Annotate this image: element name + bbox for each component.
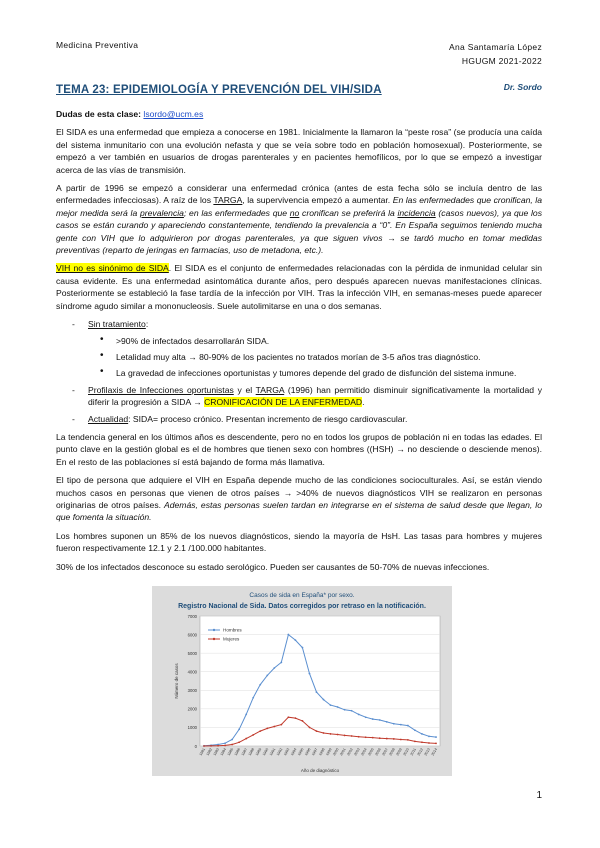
text: cronifican se preferirá la — [299, 207, 398, 218]
x-tick-label: 2001 — [339, 747, 347, 757]
data-point-hombres — [372, 718, 374, 720]
header-institution: HGUGM 2021-2022 — [461, 56, 542, 66]
data-point-mujeres — [287, 716, 289, 718]
treatment-list — [56, 318, 542, 425]
data-point-mujeres — [231, 744, 233, 746]
x-tick-label: 1989 — [254, 747, 263, 757]
x-tick-label: 2011 — [409, 747, 417, 757]
doubts-label: Dudas de esta clase: — [56, 109, 142, 119]
title-row — [56, 80, 542, 96]
x-tick-label: 1986 — [233, 747, 242, 757]
data-point-hombres — [414, 729, 416, 731]
x-tick-label: 2006 — [374, 747, 382, 757]
data-point-hombres — [224, 742, 226, 744]
text: A partir de 1996 se empezó a considerar una enfermedad crónica (antes de esta fecha sólo se incluía dentro de las enfermedades infecciosas). A raíz de los — [56, 183, 542, 206]
data-point-hombres — [294, 639, 296, 641]
x-tick-label: 2004 — [360, 747, 368, 757]
data-point-mujeres — [280, 724, 282, 726]
data-point-mujeres — [238, 741, 240, 743]
x-tick-label: 1994 — [289, 747, 298, 757]
data-point-mujeres — [294, 717, 296, 719]
list-item — [56, 318, 542, 380]
x-tick-label: 2005 — [367, 747, 375, 757]
text: (1996) han permitido disminuir significativamente la mortalidad y diferir la progresión a SIDA → — [88, 384, 542, 408]
data-point-hombres — [400, 724, 402, 726]
data-point-hombres — [231, 739, 233, 741]
data-point-mujeres — [421, 741, 423, 743]
x-tick-label: 1988 — [247, 747, 256, 757]
data-point-hombres — [344, 709, 346, 711]
x-tick-label: 2003 — [353, 747, 361, 757]
data-point-mujeres — [428, 742, 430, 744]
x-tick-label: 1995 — [297, 747, 305, 757]
no-term: no — [289, 207, 300, 218]
y-tick-label: 2000 — [187, 706, 197, 712]
document-body — [56, 108, 542, 579]
data-point-hombres — [323, 699, 325, 701]
x-tick-label: 1993 — [282, 747, 291, 757]
data-point-hombres — [386, 721, 388, 723]
x-tick-label: 1999 — [325, 747, 333, 757]
text: : — [145, 319, 149, 330]
x-tick-label: 2009 — [395, 747, 403, 757]
text: (casos nuevos), ya que los casos se están curando y apareciendo constantemente, tendiendo la prevalencia a “0”. — [56, 207, 542, 231]
data-point-mujeres — [358, 736, 360, 738]
text: y el — [233, 384, 256, 395]
data-point-mujeres — [259, 730, 261, 732]
page-title: TEMA 23: EPIDEMIOLOGÍA Y PREVENCIÓN DEL VIH/SIDA — [56, 84, 382, 96]
x-tick-label: 2008 — [388, 747, 396, 757]
data-point-hombres — [351, 710, 353, 712]
x-tick-label: 1996 — [304, 747, 312, 757]
data-point-hombres — [421, 733, 423, 735]
data-point-mujeres — [309, 727, 311, 729]
y-tick-label: 7000 — [187, 613, 197, 619]
x-tick-label: 2002 — [346, 747, 354, 757]
data-point-mujeres — [252, 734, 254, 736]
x-tick-label: 1997 — [311, 747, 319, 757]
profilaxis-label: Profilaxis de Infecciones oportunistas — [88, 384, 234, 395]
data-point-mujeres — [323, 732, 325, 734]
highlight-vih-sida: VIH no es sinónimo de SIDA — [56, 263, 169, 274]
data-point-hombres — [428, 735, 430, 737]
data-point-hombres — [337, 706, 339, 708]
paragraph-men: Los hombres suponen un 85% de los nuevos diagnósticos, siendo la mayoría de HsH. Las tasas para hombres y mujeres fueron respectivamente 12.1 y 2.1 /100.000 habitantes. — [56, 530, 542, 554]
data-point-mujeres — [203, 745, 205, 747]
paragraph-unaware: 30% de los infectados desconoce su estado serológico. Pueden ser causantes de 50-70% de nuevas infecciones. — [56, 561, 490, 572]
bullet-item: • >90% de infectados desarrollarán SIDA. — [88, 335, 542, 347]
data-point-mujeres — [330, 733, 332, 735]
targa-term: TARGA — [255, 384, 285, 395]
header-right — [449, 40, 542, 68]
plot-area — [200, 616, 440, 746]
x-tick-label: 1981 — [198, 747, 207, 757]
data-point-mujeres — [435, 743, 437, 745]
data-point-mujeres — [217, 745, 219, 747]
legend-label: Mujeres — [223, 636, 240, 642]
data-point-mujeres — [316, 730, 318, 732]
data-point-hombres — [393, 723, 395, 725]
data-point-hombres — [287, 634, 289, 636]
aids-cases-chart — [152, 586, 452, 776]
y-tick-label: 4000 — [187, 669, 197, 675]
data-point-hombres — [435, 736, 437, 738]
author: Dr. Sordo — [503, 82, 542, 92]
text: El tipo de persona que adquiere el VIH en España depende mucho de las condiciones socioculturales. Así, se están viendo muchos casos en personas que vienen de otros países → >40% de nuevos diagnósticos VIH se realizaron en personas originarias de otros países. — [56, 475, 542, 510]
text: , la supervivencia empezó a aumentar. — [242, 195, 393, 206]
sin-tratamiento-label: Sin tratamiento — [88, 319, 146, 330]
data-point-mujeres — [393, 738, 395, 740]
y-tick-label: 5000 — [187, 650, 197, 656]
data-point-mujeres — [344, 735, 346, 737]
data-point-hombres — [238, 728, 240, 730]
incidencia-term: incidencia — [397, 207, 436, 218]
data-point-hombres — [245, 714, 247, 716]
data-point-mujeres — [400, 739, 402, 741]
x-tick-label: 2007 — [381, 747, 389, 757]
paragraph-trend: La tendencia general en los últimos años es descendente, pero no en todos los grupos de población ni en todas las edades. El punto clave en la gestión global es el de hombres que tienen sexo con hombres ((HSH) → no desciende o desciende menos). En el resto de las poblaciones sí está bajando de forma más llamativa. — [56, 431, 542, 467]
header-student: Ana Santamaría López — [449, 42, 542, 52]
x-axis-label: Año de diagnóstico — [300, 768, 340, 773]
data-point-mujeres — [351, 735, 353, 737]
bullet-item: • La gravedad de infecciones oportunistas y tumores depende del grado de disfunción del sistema inmune. — [88, 367, 542, 379]
x-tick-label: 1982 — [205, 747, 214, 757]
doubts-email-link[interactable]: lsordo@ucm.es — [143, 109, 204, 119]
x-tick-label: 1983 — [212, 747, 221, 757]
chart-subtitle: Registro Nacional de Sida. Datos corregidos por retraso en la notificación. — [178, 603, 426, 610]
data-point-mujeres — [210, 745, 212, 747]
highlight-cronificacion: CRONIFICACIÓN DE LA ENFERMEDAD — [204, 397, 363, 408]
data-point-hombres — [280, 662, 282, 664]
x-tick-label: 2012 — [416, 747, 425, 757]
text: . — [362, 397, 365, 408]
x-tick-label: 2010 — [402, 747, 410, 757]
legend-marker — [213, 629, 215, 631]
x-tick-label: 1987 — [240, 747, 249, 757]
data-point-mujeres — [386, 738, 388, 740]
paragraph-history: El SIDA es una enfermedad que empieza a conocerse en 1981. Inicialmente la llamaron la “peste rosa” (se producía una caída del sistema inmunitario con una evolución nefasta y que se veía sobre todo en población homosexual). Posteriormente, se empezó a ver también en usuarios de drogas parenterales y en pacientes hemofílicos, por lo que se empezó a investigar acerca de las vías de transmisión. — [56, 127, 542, 175]
text: . El SIDA es el conjunto de enfermedades relacionadas con la pérdida de inmunidad celular sin causa evidente. Es una enfermedad asintomática durante años, pero después aparecen nuevas manifestaciones clínicas. Posteriormente se estableció la fase tardía de la infección por VIH. Tras la infección VIH, en semanas-meses puede aparecer síndrome agudo similar a mononucleosis. Suele autolimitarse en una o dos semanas. — [56, 263, 542, 311]
actualidad-label: Actualidad — [88, 413, 129, 424]
text: : SIDA= proceso crónico. Presentan incremento de riesgo cardiovascular. — [128, 413, 408, 424]
chart-title: Casos de sida en España* por sexo. — [249, 592, 355, 599]
x-tick-label: 2013 — [423, 747, 432, 757]
bullet-item: • Letalidad muy alta → 80-90% de los pacientes no tratados morían de 3-5 años tras diagnóstico. — [88, 351, 542, 363]
data-point-mujeres — [337, 734, 339, 736]
text: En las enfermedades que cronifican, la mejor medida será la — [56, 195, 542, 218]
x-tick-label: 1990 — [261, 747, 270, 757]
data-point-mujeres — [224, 745, 226, 747]
bullet-list — [88, 335, 542, 380]
data-point-hombres — [302, 647, 304, 649]
data-point-hombres — [259, 684, 261, 686]
x-tick-label: 1984 — [219, 747, 228, 757]
data-point-hombres — [379, 719, 381, 721]
paragraph-chronic — [56, 182, 542, 256]
text: ; en las enfermedades que — [183, 207, 290, 218]
targa-term: TARGA — [213, 195, 243, 206]
data-point-mujeres — [273, 726, 275, 728]
y-tick-label: 0 — [194, 743, 197, 749]
y-axis-label: Número de casos — [174, 663, 179, 699]
data-point-hombres — [273, 667, 275, 669]
text: Además, estas personas suelen tardan en integrarse en el sistema de salud desde que llegan, lo que fomenta la situación. — [56, 499, 542, 523]
y-tick-label: 3000 — [187, 688, 197, 694]
data-point-hombres — [266, 675, 268, 677]
data-point-hombres — [330, 704, 332, 706]
y-tick-label: 1000 — [187, 725, 197, 731]
x-tick-label: 1998 — [318, 747, 326, 757]
data-point-mujeres — [414, 740, 416, 742]
x-tick-label: 1991 — [268, 747, 277, 757]
x-tick-label: 2014 — [430, 747, 439, 757]
list-item — [56, 384, 542, 409]
x-tick-label: 2000 — [332, 747, 340, 757]
paragraph-vih-sida — [56, 262, 542, 312]
data-point-mujeres — [379, 737, 381, 739]
legend-marker — [213, 638, 215, 640]
paragraph-sociocultural — [56, 474, 542, 524]
data-point-hombres — [252, 697, 254, 699]
data-point-mujeres — [407, 739, 409, 741]
data-point-hombres — [407, 725, 409, 727]
x-tick-label: 1992 — [275, 747, 284, 757]
data-point-mujeres — [266, 727, 268, 729]
data-point-hombres — [358, 714, 360, 716]
y-tick-label: 6000 — [187, 632, 197, 638]
page-number: 1 — [536, 790, 542, 801]
data-point-hombres — [309, 673, 311, 675]
doubts-line — [56, 108, 542, 120]
data-point-mujeres — [365, 736, 367, 738]
data-point-mujeres — [245, 738, 247, 740]
data-point-hombres — [316, 691, 318, 693]
legend-label: Hombres — [223, 627, 242, 633]
data-point-mujeres — [372, 737, 374, 739]
text: En España seguimos teniendo mucha gente con VIH que lo adquirieron por drogas parenterales, ya que siguen vivos → se tardó mucho en tomar medidas preventivas (reparto de jeringas en farmacias, uso de metadona, etc.). — [56, 220, 542, 256]
data-point-mujeres — [302, 720, 304, 722]
data-point-hombres — [365, 716, 367, 718]
list-item — [56, 413, 542, 425]
x-tick-label: 1985 — [226, 747, 235, 757]
header-course: Medicina Preventiva — [56, 40, 139, 50]
prevalencia-term: prevalencia — [139, 207, 184, 218]
